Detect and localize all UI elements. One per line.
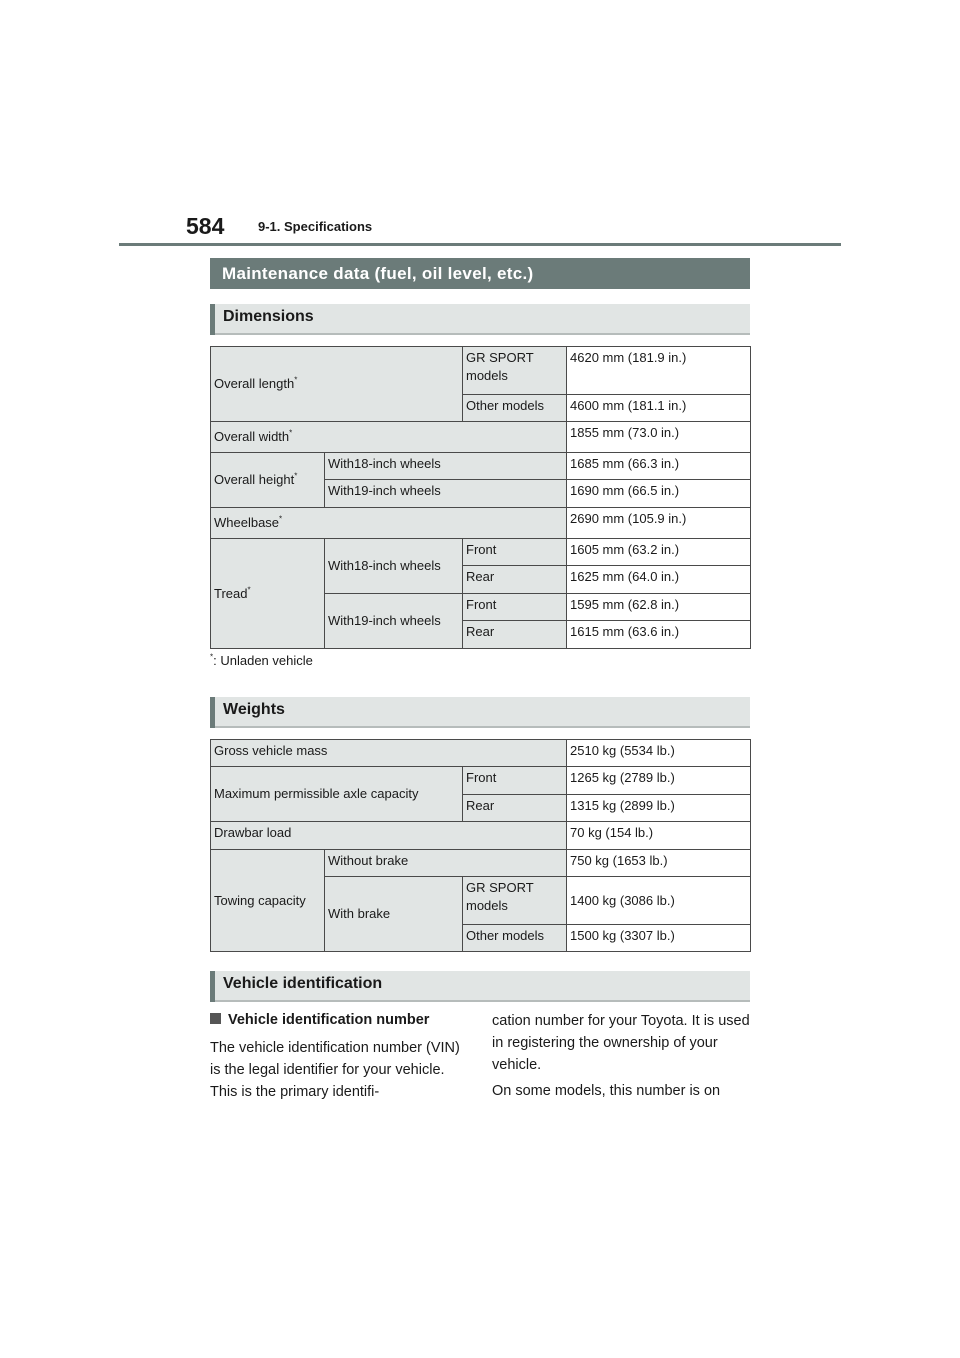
header-rule: [119, 243, 841, 246]
dimensions-heading: [210, 304, 750, 335]
table-row: [211, 767, 751, 795]
height18-value: 1685 mm (66.3 in.): [567, 453, 751, 480]
with-brake-label: With brake: [325, 877, 463, 952]
page-number: 584: [186, 213, 225, 239]
tread19-rear-value: 1615 mm (63.6 in.): [567, 621, 751, 649]
front-label: Front: [463, 767, 567, 795]
front-label: Front: [463, 539, 567, 566]
other-models-label: Other models: [463, 395, 567, 422]
vin-heading: Vehicle identification number: [210, 1012, 429, 1028]
weights-table: [210, 739, 751, 952]
towing-label: Towing capacity: [211, 850, 325, 952]
with19-label: With19-inch wheels: [325, 480, 567, 508]
vin-paragraph-2: cation number for your Toyota. It is used in registering the ownership of your vehicle.: [492, 1013, 750, 1073]
table-row: [211, 422, 751, 453]
heading-accent-bar: [210, 971, 215, 1002]
vehicle-id-heading: [210, 971, 750, 1002]
length-gr-value: 4620 mm (181.9 in.): [567, 347, 751, 395]
axle-rear-value: 1315 kg (2899 lb.): [567, 795, 751, 822]
table-row: [211, 347, 751, 395]
gr-sport-label: GR SPORT models: [463, 347, 567, 395]
with-brake-other-value: 1500 kg (3307 lb.): [567, 925, 751, 952]
bullet-square-icon: [210, 1013, 221, 1024]
overall-height-label: Overall height*: [211, 453, 325, 508]
right-column: [492, 1010, 750, 1106]
tread-with18-label: With18-inch wheels: [325, 539, 463, 594]
height19-value: 1690 mm (66.5 in.): [567, 480, 751, 508]
without-brake-value: 750 kg (1653 lb.): [567, 850, 751, 877]
tread18-rear-value: 1625 mm (64.0 in.): [567, 566, 751, 594]
dimensions-title: Dimensions: [223, 308, 314, 325]
with-brake-gr-value: 1400 kg (3086 lb.): [567, 877, 751, 925]
vin-paragraph-1: The vehicle identification number (VIN) is the legal identifier for your vehicle. This is the primary identifi-: [210, 1040, 460, 1100]
table-row: [211, 453, 751, 480]
heading-accent-bar: [210, 304, 215, 335]
rear-label: Rear: [463, 621, 567, 649]
table-row: [211, 850, 751, 877]
axle-front-value: 1265 kg (2789 lb.): [567, 767, 751, 795]
section-title: 9-1. Specifications: [258, 219, 373, 234]
footnote: *: Unladen vehicle: [210, 652, 313, 668]
vin-paragraph-3: On some models, this number is on: [492, 1083, 721, 1099]
wheelbase-label: Wheelbase*: [211, 508, 567, 539]
table-row: [211, 740, 751, 767]
tread18-front-value: 1605 mm (63.2 in.): [567, 539, 751, 566]
table-row: [211, 822, 751, 850]
left-column: [210, 1037, 462, 1107]
front-label: Front: [463, 594, 567, 621]
other-models-label: Other models: [463, 925, 567, 952]
drawbar-label: Drawbar load: [211, 822, 567, 850]
drawbar-value: 70 kg (154 lb.): [567, 822, 751, 850]
tread19-front-value: 1595 mm (62.8 in.): [567, 594, 751, 621]
rear-label: Rear: [463, 795, 567, 822]
without-brake-label: Without brake: [325, 850, 567, 877]
overall-width-label: Overall width*: [211, 422, 567, 453]
tread-label: Tread*: [211, 539, 325, 649]
table-row: [211, 508, 751, 539]
wheelbase-value: 2690 mm (105.9 in.): [567, 508, 751, 539]
rear-label: Rear: [463, 566, 567, 594]
gr-sport-label: GR SPORT models: [463, 877, 567, 925]
heading-accent-bar: [210, 697, 215, 728]
length-other-value: 4600 mm (181.1 in.): [567, 395, 751, 422]
weights-title: Weights: [223, 701, 285, 718]
table-row: [211, 539, 751, 566]
tread-with19-label: With19-inch wheels: [325, 594, 463, 649]
with18-label: With18-inch wheels: [325, 453, 567, 480]
section-banner: Maintenance data (fuel, oil level, etc.): [210, 258, 750, 289]
overall-length-label: Overall length*: [211, 347, 463, 422]
vehicle-id-title: Vehicle identification: [223, 975, 383, 992]
gross-mass-value: 2510 kg (5534 lb.): [567, 740, 751, 767]
gross-mass-label: Gross vehicle mass: [211, 740, 567, 767]
weights-heading: [210, 697, 750, 728]
axle-capacity-label: Maximum permissible axle capacity: [211, 767, 463, 822]
width-value: 1855 mm (73.0 in.): [567, 422, 751, 453]
dimensions-table: [210, 346, 751, 649]
